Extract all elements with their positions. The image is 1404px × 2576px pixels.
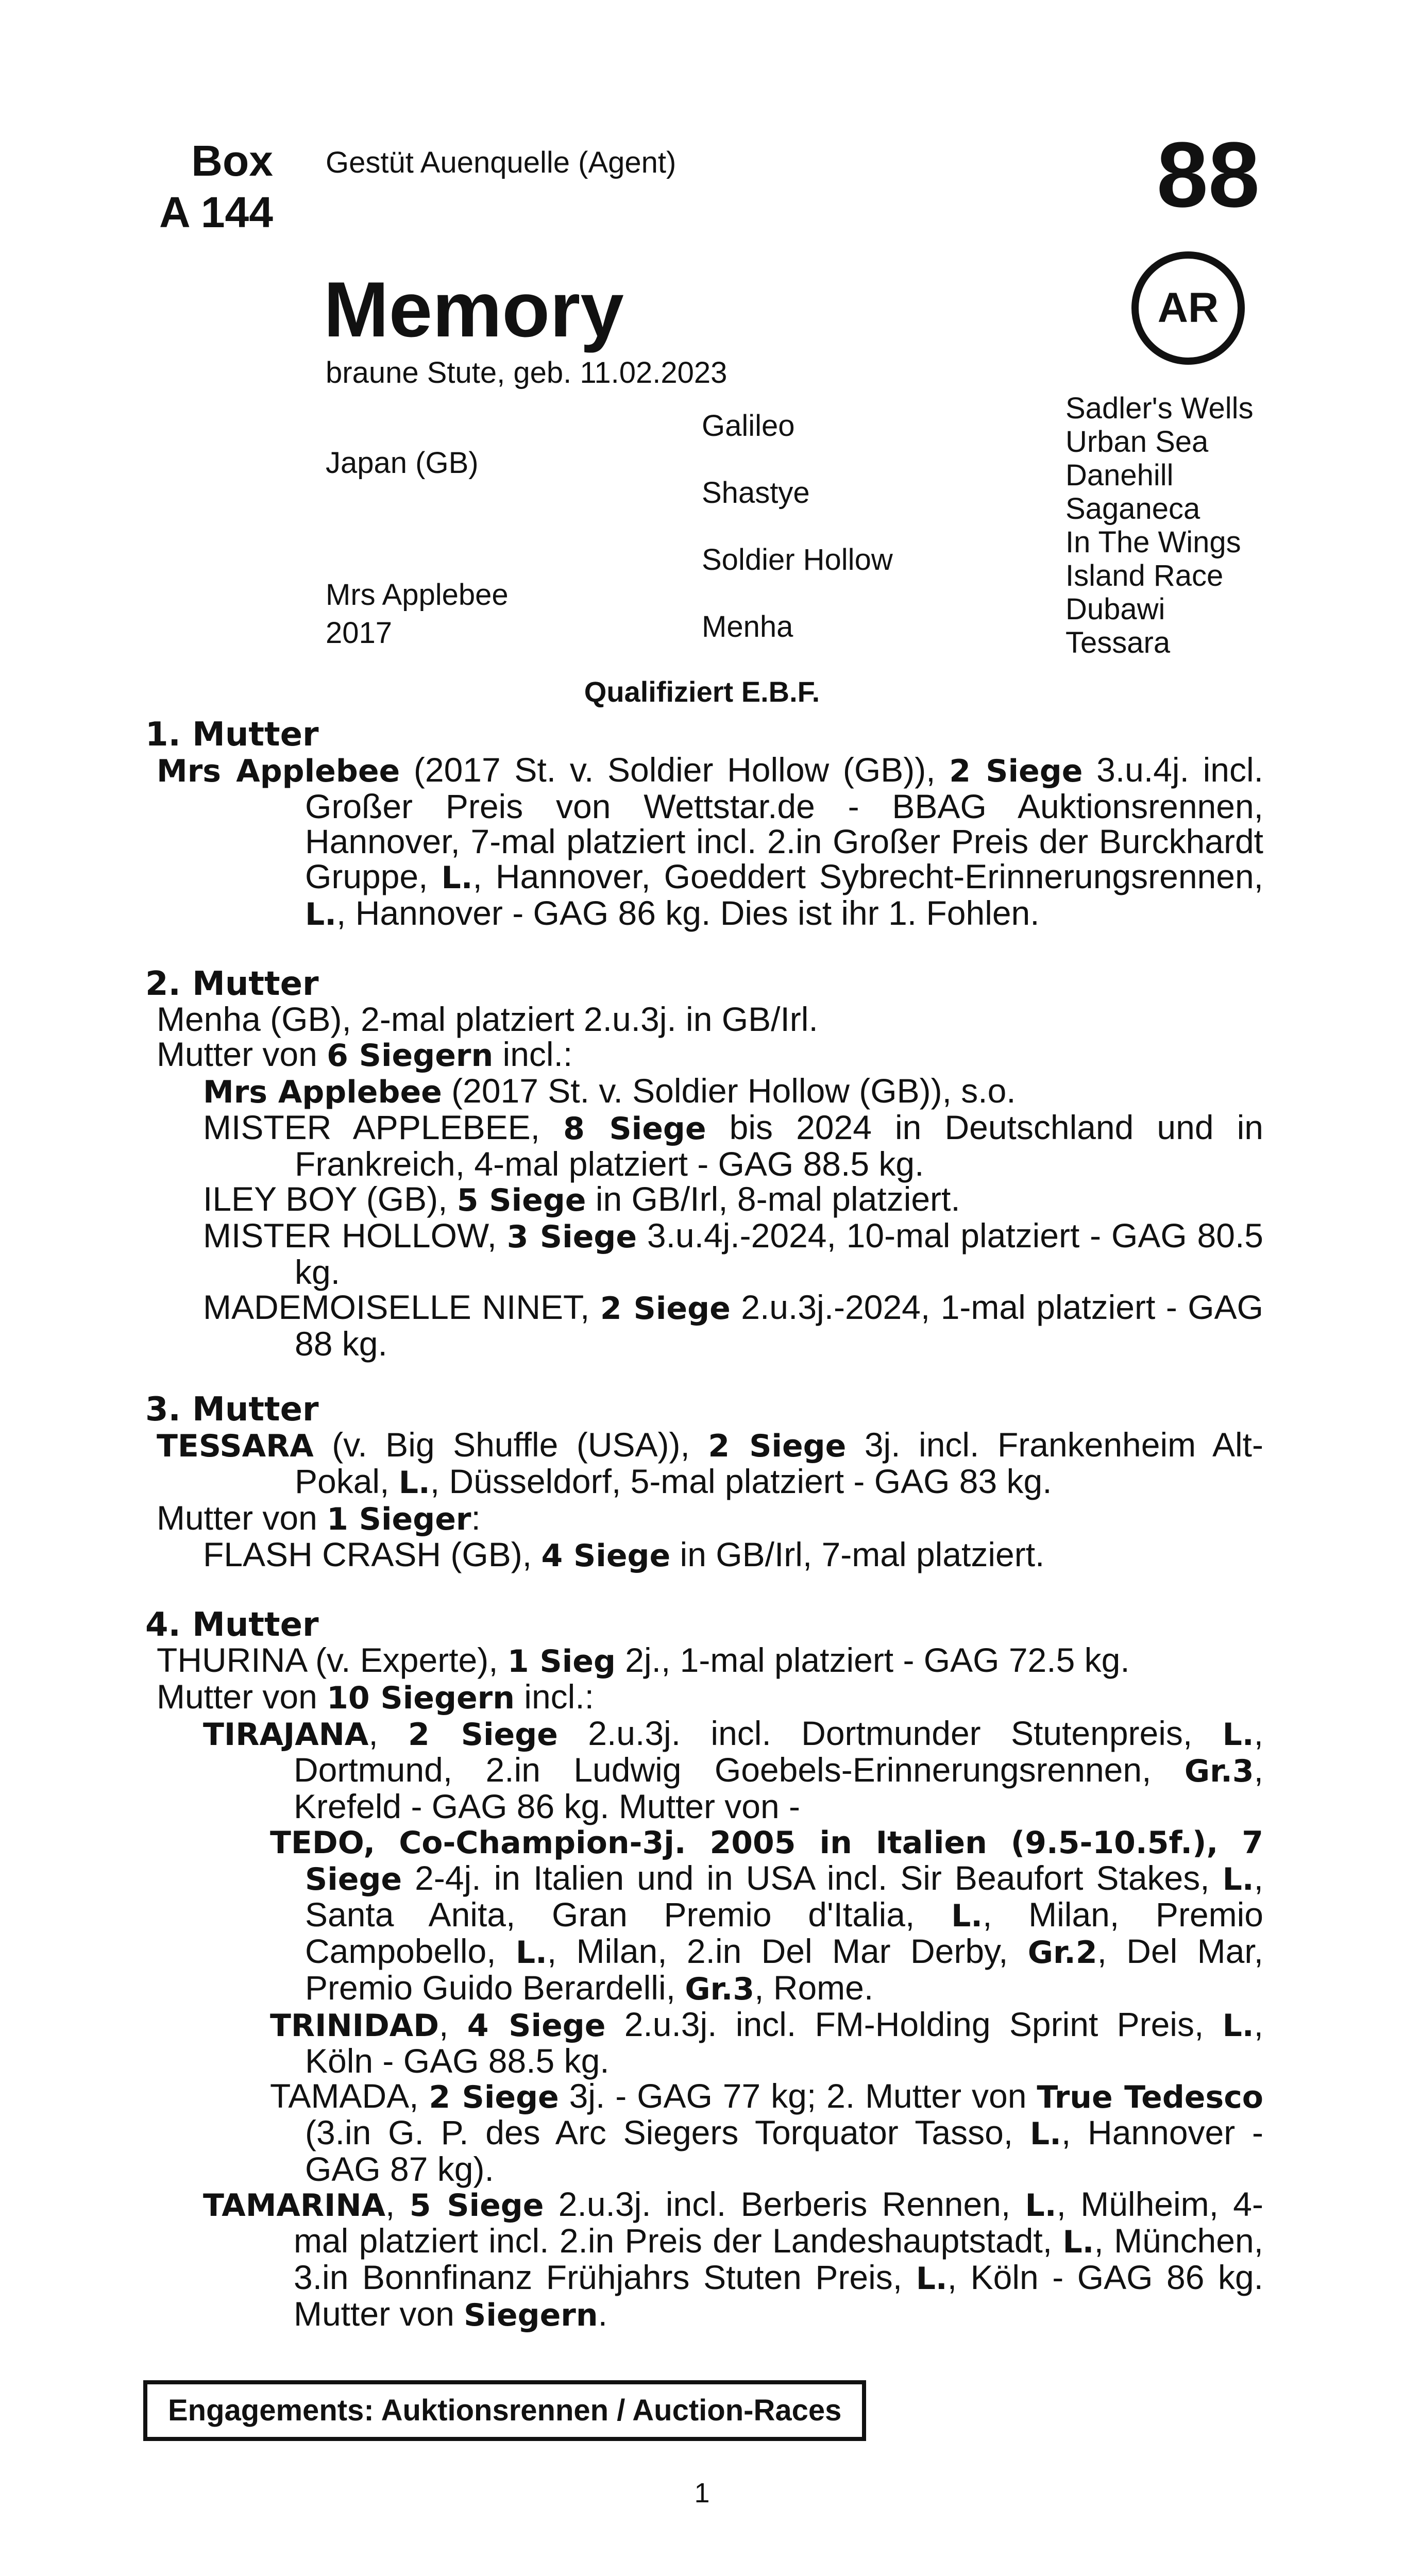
text: 3j. incl. Frankenheim Alt-Pokal, (295, 1426, 1263, 1500)
qualification-note: Qualifiziert E.B.F. (584, 675, 820, 708)
group-mark: Gr.2 (1027, 1935, 1097, 1971)
text: , Hannover - GAG 87 kg). (305, 2113, 1263, 2188)
wins: 2 Siege (429, 2079, 559, 2115)
pedigree-dam-year: 2017 (326, 616, 393, 650)
text: , (385, 2185, 410, 2223)
pedigree-grandparent: Soldier Hollow (702, 543, 893, 577)
pedigree-grandparent: Shastye (702, 476, 810, 510)
fourth-dam-intro (145, 1642, 1263, 1679)
text: ILEY BOY (GB), (203, 1180, 457, 1218)
listed-mark: L. (951, 1898, 983, 1934)
listed-mark: L. (441, 860, 473, 896)
box-label-line-2: A 144 (159, 188, 273, 236)
text: MISTER APPLEBEE, (203, 1108, 564, 1146)
text: FLASH CRASH (GB), (203, 1535, 542, 1573)
progeny-entry (145, 2078, 1263, 2187)
text: , Köln - GAG 88.5 kg. (305, 2005, 1263, 2080)
wins: 4 Siege (467, 2008, 606, 2044)
mother-of (145, 1500, 1263, 1537)
section-heading: 1. Mutter (145, 716, 319, 754)
progeny-entry (145, 1073, 1263, 1110)
pedigree-grandparent: Menha (702, 610, 793, 643)
wins: 2 Siege (949, 753, 1083, 789)
progeny-entry (145, 1110, 1263, 1181)
wins: 2 Siege (408, 1717, 558, 1753)
text: MISTER HOLLOW, (203, 1216, 507, 1255)
text: in GB/Irl, 7-mal platziert. (670, 1535, 1045, 1573)
text: : (471, 1499, 481, 1537)
wins: 2 Siege (708, 1428, 847, 1464)
listed-mark: L. (1222, 1861, 1254, 1897)
text: , Mülheim, 4-mal platziert incl. 2.in Preis der Landeshauptstadt, (294, 2185, 1263, 2260)
horse-description: braune Stute, geb. 11.02.2023 (326, 356, 728, 389)
text: , (368, 1714, 409, 1752)
wins: 8 Siege (563, 1111, 706, 1147)
section-third-dam (145, 1392, 1263, 1573)
horse-name-bold: Mrs Applebee (157, 753, 400, 789)
third-dam-entry (145, 1427, 1263, 1500)
text: (3.in G. P. des Arc Siegers Torquator Tasso, (305, 2113, 1030, 2151)
text: , Hannover, Goeddert Sybrecht-Erinnerungsrennen, (472, 857, 1263, 895)
text: , Krefeld - GAG 86 kg. Mutter von - (294, 1751, 1263, 1825)
horse-name-bold: TIRAJANA (203, 1717, 369, 1753)
pedigree-great-grandparent: Tessara (1065, 626, 1171, 659)
text: , Hannover - GAG 86 kg. Dies ist ihr 1. Fohlen. (336, 894, 1040, 932)
pedigree-great-grandparent: Saganeca (1065, 492, 1200, 526)
text: MADEMOISELLE NINET, (203, 1288, 600, 1326)
progeny-entry (145, 1716, 1263, 1824)
page-number: 1 (694, 2478, 710, 2509)
text: 3.u.4j.-2024, 10-mal platziert - GAG 80.5 kg. (295, 1216, 1263, 1291)
pedigree-dam: Mrs Applebee (326, 578, 509, 612)
text: . (598, 2295, 607, 2333)
text: 2-4j. in Italien und in USA incl. Sir Beaufort Stakes, (402, 1859, 1223, 1897)
text: TAMADA, (270, 2077, 429, 2115)
text: 3j. - GAG 77 kg; 2. Mutter von (559, 2077, 1037, 2115)
text: Mutter von (157, 1677, 327, 1716)
box-label-line-1: Box (191, 137, 273, 185)
text: , Milan, 2.in Del Mar Derby, (547, 1932, 1028, 1970)
text: in GB/Irl, 8-mal platziert. (586, 1180, 960, 1218)
text: , Dortmund, 2.in Ludwig Goebels-Erinnerungsrennen, (294, 1714, 1263, 1789)
text: , (439, 2005, 467, 2043)
pedigree-great-grandparent: Sadler's Wells (1065, 392, 1254, 425)
text: 2j., 1-mal platziert - GAG 72.5 kg. (615, 1641, 1130, 1679)
text: , Köln - GAG 86 kg. Mutter von (294, 2258, 1264, 2333)
pedigree-great-grandparent: Urban Sea (1065, 425, 1209, 459)
ar-badge (1131, 251, 1245, 365)
text: , Milan, Premio Campobello, (305, 1895, 1263, 1970)
text: (2017 St. v. Soldier Hollow (GB)), s.o. (442, 1072, 1016, 1110)
consignor: Gestüt Auenquelle (Agent) (326, 146, 676, 179)
winners-count: 1 Sieger (327, 1501, 471, 1537)
section-fourth-dam (145, 1607, 1263, 2333)
section-heading: 3. Mutter (145, 1391, 319, 1429)
winners: Siegern (464, 2297, 598, 2333)
text: Mutter von (157, 1499, 327, 1537)
horse-name-bold: TESSARA (157, 1428, 314, 1464)
progeny-entry (145, 1181, 1263, 1218)
pedigree-great-grandparent: Danehill (1065, 459, 1174, 492)
pedigree-great-grandparent: Dubawi (1065, 592, 1165, 626)
lot-number: 88 (1156, 123, 1260, 227)
text: 3.u.4j. incl. Großer Preis von Wettstar.de - BBAG Auktionsrennen, Hannover, 7-mal platziert incl. 2.in Großer Preis der Burckhardt Gruppe, (305, 751, 1263, 895)
text: , Rome. (754, 1969, 874, 2007)
text: , Del Mar, Premio Guido Berardelli, (305, 1932, 1263, 2007)
mother-of (145, 1679, 1263, 1716)
listed-mark: L. (515, 1935, 547, 1971)
winners-count: 6 Siegern (327, 1038, 494, 1074)
championship: Co-Champion-3j. 2005 in Italien (9.5-10.5f.), 7 Siege (305, 1825, 1263, 1897)
horse-name-bold: TAMARINA (203, 2188, 386, 2224)
text: , Düsseldorf, 5-mal platziert - GAG 83 kg. (430, 1462, 1052, 1500)
text: bis 2024 in Deutschland und in Frankreich, 4-mal platziert - GAG 88.5 kg. (295, 1108, 1263, 1183)
section-second-dam (145, 967, 1263, 1361)
horse-name-bold: Mrs Applebee (203, 1074, 442, 1110)
text: , München, 3.in Bonnfinanz Frühjahrs Stuten Preis, (294, 2222, 1263, 2296)
engagements-box: Engagements: Auktionsrennen / Auction-Races (143, 2380, 866, 2441)
text: (2017 St. v. Soldier Hollow (GB)), (400, 751, 950, 789)
listed-mark: L. (398, 1465, 430, 1501)
progeny-entry (145, 2187, 1263, 2333)
pedigree-sire: Japan (GB) (326, 446, 479, 480)
listed-mark: L. (1222, 1717, 1254, 1753)
group-mark: Gr.3 (1184, 1753, 1254, 1789)
first-dam-entry (145, 752, 1263, 932)
text: , Santa Anita, Gran Premio d'Italia, (305, 1859, 1263, 1934)
text: 2.u.3j. incl. Berberis Rennen, (544, 2185, 1025, 2223)
wins: 5 Siege (409, 2188, 544, 2224)
wins: 1 Sieg (507, 1643, 616, 1680)
section-heading: 2. Mutter (145, 965, 319, 1003)
wins: 5 Siege (456, 1182, 586, 1218)
text: (v. Big Shuffle (USA)), (313, 1426, 708, 1464)
listed-mark: L. (305, 896, 337, 933)
text: incl.: (493, 1035, 573, 1073)
listed-mark: L. (1222, 2008, 1254, 2044)
section-heading: 4. Mutter (145, 1606, 319, 1644)
pedigree-grandparent: Galileo (702, 409, 795, 443)
horse-name-bold: TRINIDAD (270, 2008, 439, 2044)
pedigree-great-grandparent: In The Wings (1065, 526, 1241, 559)
progeny-entry (145, 1824, 1263, 2007)
section-first-dam (145, 717, 1263, 932)
progeny-entry (145, 1290, 1263, 1361)
text: , (363, 1825, 399, 1861)
text: 2.u.3j.-2024, 1-mal platziert - GAG 88 kg. (295, 1288, 1263, 1363)
ar-badge-label: AR (1157, 284, 1219, 331)
progeny-entry (145, 1218, 1263, 1290)
text: Mutter von (157, 1035, 327, 1073)
second-dam-intro: Menha (GB), 2-mal platziert 2.u.3j. in GB/Irl. (157, 1000, 818, 1038)
box-label (129, 135, 273, 238)
wins: 3 Siege (506, 1219, 637, 1255)
horse-name-bold: TEDO (270, 1825, 364, 1861)
listed-mark: L. (1062, 2224, 1094, 2260)
text: 2.u.3j. incl. Dortmunder Stutenpreis, (557, 1714, 1223, 1752)
group-mark: Gr.3 (685, 1971, 755, 2007)
pedigree-great-grandparent: Island Race (1065, 559, 1224, 592)
listed-mark: L. (1025, 2188, 1057, 2224)
listed-mark: L. (1029, 2116, 1061, 2152)
text: THURINA (v. Experte), (157, 1641, 508, 1679)
horse-name: Memory (324, 266, 624, 353)
horse-name-bold: True Tedesco (1037, 2079, 1263, 2115)
mother-of (145, 1037, 1263, 1073)
text: 2.u.3j. incl. FM-Holding Sprint Preis, (605, 2005, 1223, 2043)
progeny-entry (145, 1537, 1263, 1573)
listed-mark: L. (916, 2261, 948, 2297)
wins: 2 Siege (600, 1291, 731, 1327)
progeny-entry (145, 2007, 1263, 2078)
text: incl.: (514, 1677, 594, 1716)
winners-count: 10 Siegern (327, 1680, 515, 1716)
wins: 4 Siege (541, 1538, 671, 1574)
